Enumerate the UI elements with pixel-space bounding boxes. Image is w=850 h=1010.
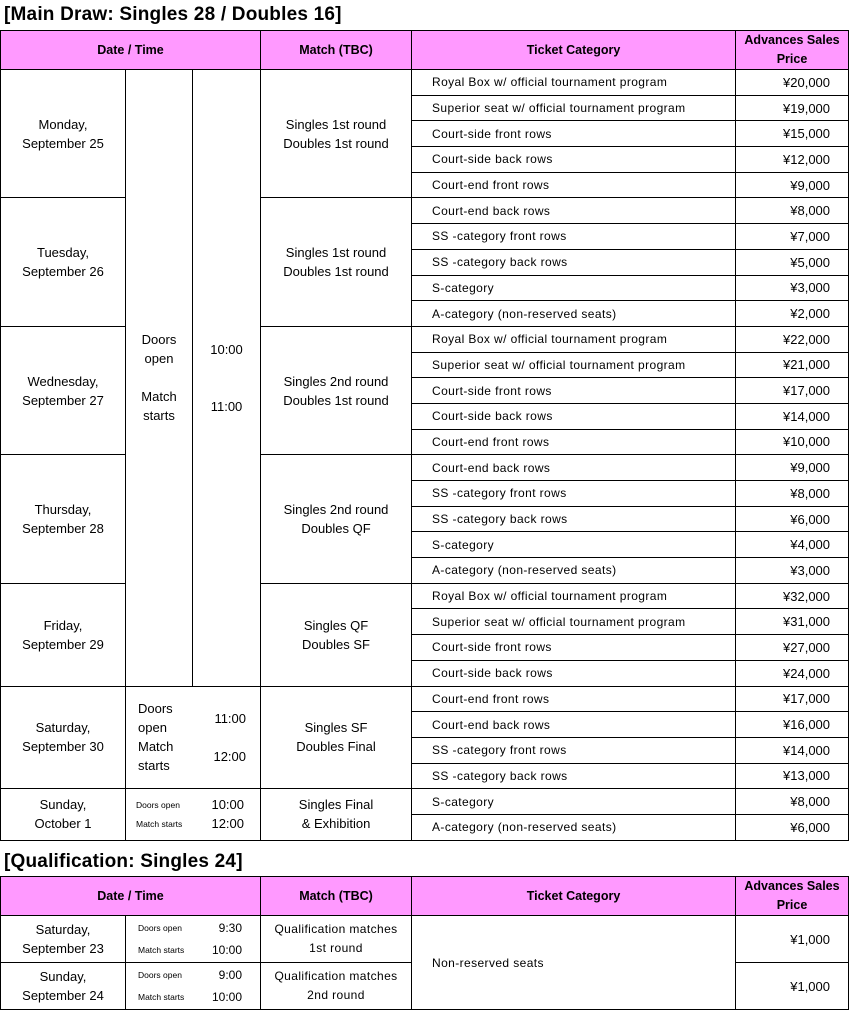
match-cell (261, 455, 412, 583)
ticket-price: ¥24,000 (736, 660, 849, 686)
sat-match-label: Match (138, 739, 174, 755)
ticket-row (1, 70, 849, 96)
ticket-category: SS -category back rows (412, 763, 736, 789)
sun-match-time: 12:00 (211, 816, 245, 832)
doors-label: Doors (141, 332, 177, 348)
ticket-price: ¥20,000 (736, 70, 849, 96)
qual-header-date-time: Date / Time (1, 877, 261, 916)
ticket-row (1, 789, 849, 815)
ticket-price: ¥21,000 (736, 352, 849, 378)
match-line1: Singles QF (303, 617, 369, 633)
ticket-category: Court-side back rows (412, 660, 736, 686)
qual-header-price-line1: Advances Sales (744, 879, 840, 893)
doors-label-b: open (144, 351, 174, 367)
match-line2: Doubles 1st round (283, 392, 389, 408)
day-name: Thursday, (34, 502, 92, 518)
day-date: September 28 (22, 521, 104, 537)
ticket-category: Court-end front rows (412, 686, 736, 712)
ticket-category: Royal Box w/ official tournament program (412, 70, 736, 96)
match-cell (261, 789, 412, 840)
ticket-category: SS -category front rows (412, 224, 736, 250)
day-cell (1, 326, 126, 454)
ticket-category: A-category (non-reserved seats) (412, 558, 736, 584)
ticket-category: SS -category front rows (412, 737, 736, 763)
ticket-price: ¥27,000 (736, 635, 849, 661)
match-line1: Singles 2nd round (283, 373, 389, 389)
match-line1: Singles 2nd round (283, 502, 389, 518)
match-label: Match (141, 389, 177, 405)
sun-doors-label: Doors open (136, 799, 180, 810)
ticket-price: ¥14,000 (736, 403, 849, 429)
ticket-price: ¥13,000 (736, 763, 849, 789)
day-name: Wednesday, (27, 373, 99, 389)
match-start-time: 11:00 (210, 398, 243, 414)
match-cell (261, 326, 412, 454)
ticket-category: Court-side front rows (412, 635, 736, 661)
qual-doors-time: 9:00 (218, 968, 242, 982)
ticket-category: Court-end back rows (412, 198, 736, 224)
ticket-category: Court-end front rows (412, 172, 736, 198)
doors-open-time: 10:00 (210, 341, 243, 357)
qual-doors-label: Doors open (138, 970, 182, 980)
header-price (736, 31, 849, 70)
ticket-price: ¥9,000 (736, 172, 849, 198)
ticket-category: Royal Box w/ official tournament program (412, 326, 736, 352)
header-price-line1: Advances Sales (744, 33, 840, 47)
ticket-category: SS -category back rows (412, 249, 736, 275)
main-draw-table (0, 30, 849, 841)
ticket-category: SS -category back rows (412, 506, 736, 532)
qual-match-cell (261, 963, 412, 1010)
ticket-price: ¥8,000 (736, 789, 849, 815)
main-draw-title: [Main Draw: Singles 28 / Doubles 16] (4, 4, 342, 25)
match-line1: Singles 1st round (285, 116, 387, 132)
day-cell (1, 70, 126, 198)
header-ticket-category: Ticket Category (412, 31, 736, 70)
match-line2: & Exhibition (301, 816, 371, 832)
ticket-category: Superior seat w/ official tournament program (412, 352, 736, 378)
match-line1: Singles SF (304, 720, 368, 736)
qual-price: ¥1,000 (736, 963, 849, 1010)
qual-ticket-category: Non-reserved seats (412, 916, 736, 1010)
qual-day-cell (1, 963, 126, 1010)
qual-day-cell (1, 916, 126, 963)
ticket-category: Court-side back rows (412, 147, 736, 173)
day-date: September 27 (22, 392, 104, 408)
qual-start-time: 10:00 (211, 943, 242, 957)
ticket-price: ¥4,000 (736, 532, 849, 558)
qual-price: ¥1,000 (736, 916, 849, 963)
day-cell (1, 583, 126, 686)
ticket-category: S-category (412, 789, 736, 815)
header-price-line2: Price (776, 52, 808, 66)
ticket-category: Court-end back rows (412, 455, 736, 481)
day-cell (1, 198, 126, 326)
match-cell (261, 686, 412, 789)
qual-match-line2: 1st round (309, 941, 363, 955)
match-cell (261, 583, 412, 686)
ticket-price: ¥8,000 (736, 481, 849, 507)
sun-doors-time: 10:00 (211, 797, 245, 813)
ticket-price: ¥2,000 (736, 301, 849, 327)
qual-match-line2: 2nd round (307, 988, 365, 1002)
ticket-category: Court-end front rows (412, 429, 736, 455)
ticket-price: ¥3,000 (736, 558, 849, 584)
qualification-table (0, 876, 849, 1010)
header-date-time: Date / Time (1, 31, 261, 70)
ticket-price: ¥3,000 (736, 275, 849, 301)
sat-doors-label-b: open (138, 720, 167, 736)
doors-time-cell (193, 70, 261, 687)
ticket-price: ¥6,000 (736, 506, 849, 532)
qual-time-cell (126, 916, 261, 963)
ticket-category: Superior seat w/ official tournament program (412, 95, 736, 121)
qual-header-match: Match (TBC) (261, 877, 412, 916)
sat-match-time: 12:00 (213, 748, 247, 764)
ticket-category: S-category (412, 532, 736, 558)
day-cell (1, 686, 126, 789)
match-line1: Singles Final (298, 797, 374, 813)
qual-header-price-line2: Price (776, 898, 808, 912)
ticket-category: Court-side front rows (412, 121, 736, 147)
match-line2: Doubles Final (296, 739, 376, 755)
ticket-price: ¥7,000 (736, 224, 849, 250)
ticket-category: A-category (non-reserved seats) (412, 301, 736, 327)
ticket-price: ¥16,000 (736, 712, 849, 738)
qual-day-date: September 24 (22, 988, 104, 1003)
day-name: Tuesday, (36, 245, 90, 261)
qual-header-ticket-category: Ticket Category (412, 877, 736, 916)
ticket-price: ¥9,000 (736, 455, 849, 481)
ticket-row (1, 686, 849, 712)
ticket-price: ¥17,000 (736, 686, 849, 712)
day-name: Saturday, (35, 720, 91, 736)
ticket-category: Royal Box w/ official tournament program (412, 583, 736, 609)
day-date: October 1 (34, 816, 92, 832)
qual-row (1, 916, 849, 963)
ticket-price: ¥22,000 (736, 326, 849, 352)
ticket-category: Court-side front rows (412, 378, 736, 404)
ticket-price: ¥8,000 (736, 198, 849, 224)
ticket-category: A-category (non-reserved seats) (412, 814, 736, 840)
header-match: Match (TBC) (261, 31, 412, 70)
qual-match-line1: Qualification matches (274, 969, 398, 983)
ticket-price: ¥6,000 (736, 814, 849, 840)
ticket-price: ¥31,000 (736, 609, 849, 635)
day-date: September 29 (22, 636, 104, 652)
match-cell (261, 70, 412, 198)
ticket-price: ¥17,000 (736, 378, 849, 404)
day-date: September 25 (22, 135, 104, 151)
sat-doors-cell (126, 686, 261, 789)
qual-doors-time: 9:30 (218, 921, 242, 935)
qual-doors-label: Doors open (138, 923, 182, 933)
ticket-category: Superior seat w/ official tournament program (412, 609, 736, 635)
day-name: Sunday, (39, 797, 87, 813)
ticket-price: ¥32,000 (736, 583, 849, 609)
qualification-title: [Qualification: Singles 24] (4, 851, 243, 872)
qual-match-line1: Qualification matches (274, 922, 398, 936)
match-line2: Doubles SF (302, 636, 370, 652)
match-label-b: starts (143, 408, 175, 424)
match-line2: Doubles QF (301, 521, 371, 537)
qual-match-cell (261, 916, 412, 963)
day-date: September 26 (22, 264, 104, 280)
ticket-price: ¥15,000 (736, 121, 849, 147)
match-line2: Doubles 1st round (283, 264, 389, 280)
ticket-price: ¥14,000 (736, 737, 849, 763)
match-cell (261, 198, 412, 326)
day-date: September 30 (22, 739, 104, 755)
sat-match-label-b: starts (138, 758, 170, 774)
sat-doors-label: Doors (138, 701, 173, 717)
ticket-price: ¥12,000 (736, 147, 849, 173)
qual-day-date: September 23 (22, 941, 104, 956)
day-cell (1, 455, 126, 583)
match-line2: Doubles 1st round (283, 135, 389, 151)
doors-label-cell (126, 70, 193, 687)
qual-header-price (736, 877, 849, 916)
day-name: Friday, (43, 617, 83, 633)
ticket-price: ¥5,000 (736, 249, 849, 275)
qual-day-name: Saturday, (35, 922, 91, 937)
qual-start-label: Match starts (138, 992, 185, 1002)
qual-start-label: Match starts (138, 945, 185, 955)
sun-match-label: Match starts (136, 818, 183, 829)
ticket-price: ¥10,000 (736, 429, 849, 455)
sun-doors-cell (126, 789, 261, 840)
match-line1: Singles 1st round (285, 245, 387, 261)
ticket-category: SS -category front rows (412, 481, 736, 507)
ticket-price: ¥19,000 (736, 95, 849, 121)
ticket-category: Court-end back rows (412, 712, 736, 738)
day-name: Monday, (38, 116, 88, 132)
ticket-category: S-category (412, 275, 736, 301)
day-cell (1, 789, 126, 840)
qual-day-name: Sunday, (39, 969, 87, 984)
qual-time-cell (126, 963, 261, 1010)
ticket-category: Court-side back rows (412, 403, 736, 429)
qual-start-time: 10:00 (211, 990, 242, 1004)
sat-doors-time: 11:00 (214, 710, 247, 726)
